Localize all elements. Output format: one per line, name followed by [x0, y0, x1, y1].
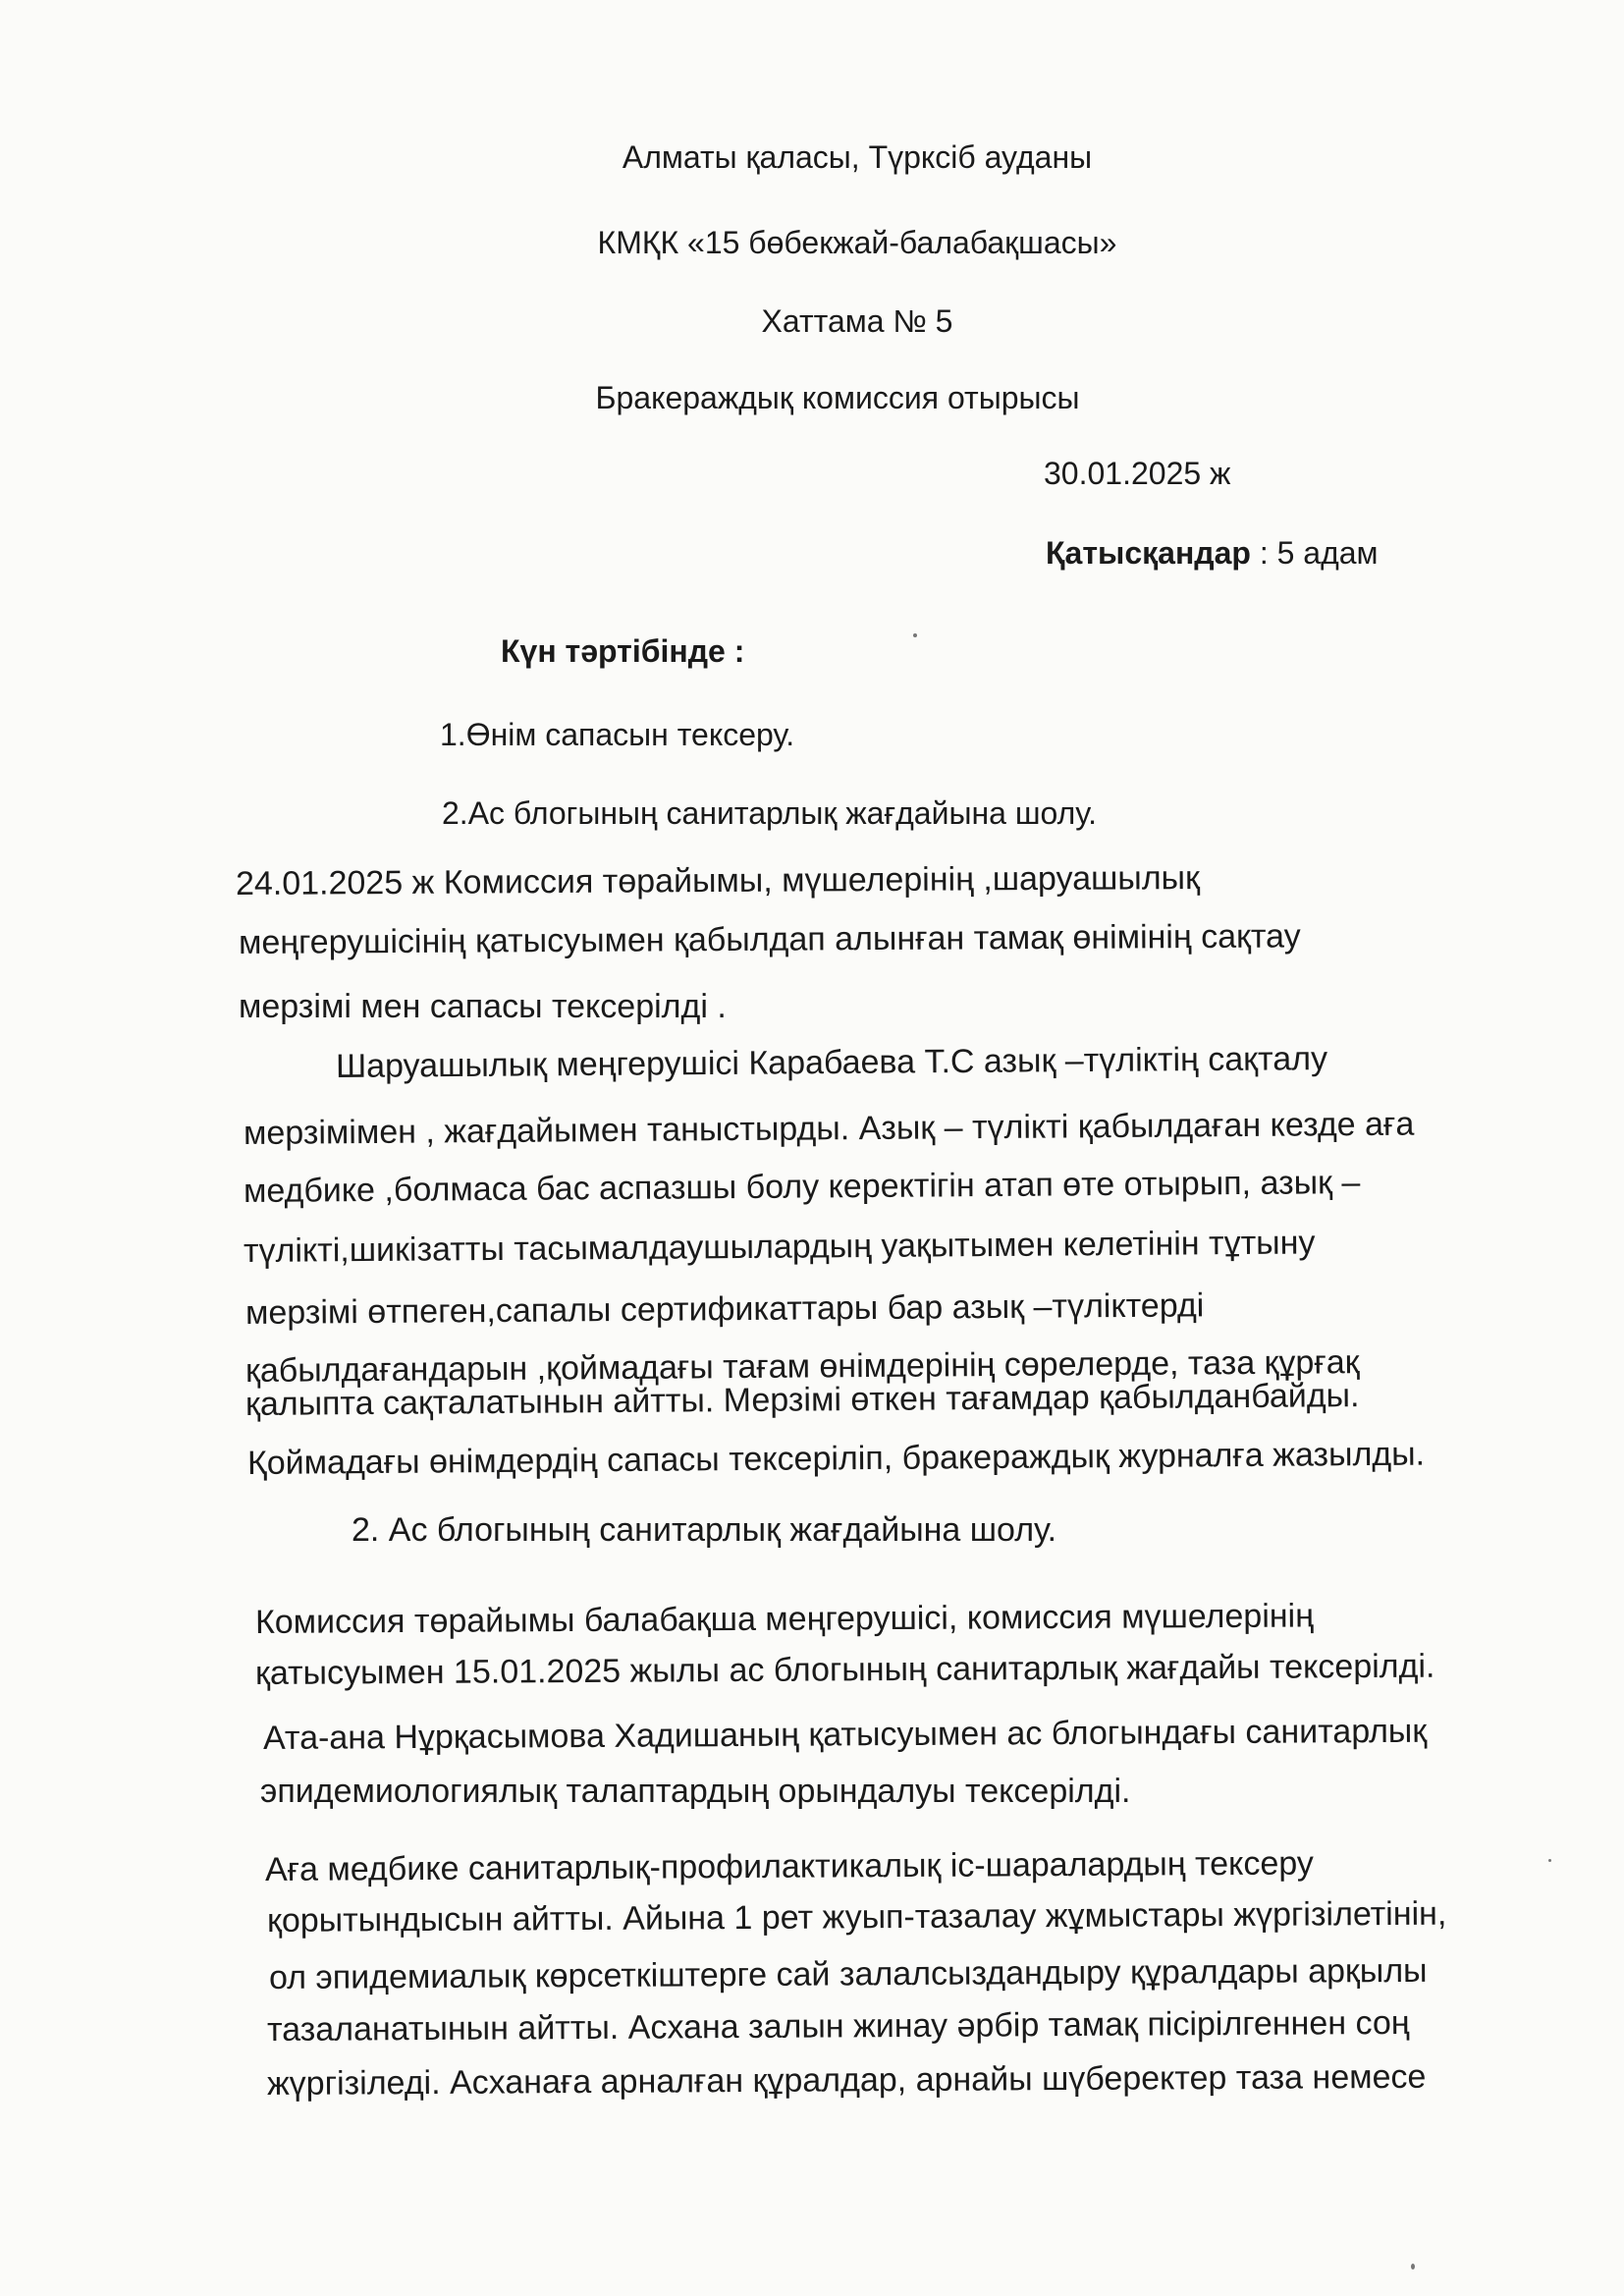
section-heading: 2. Ас блогының санитарлық жағдайына шолу. — [352, 1511, 1057, 1549]
paragraph-line: мерзімі мен сапасы тексерілді . — [239, 988, 727, 1025]
paragraph-line: Аға медбике санитарлық-профилактикалық іс-шаралардың тексеру — [264, 1844, 1314, 1888]
paragraph-line: меңгерушісінің қатысуымен қабылдап алынған тамақ өнімінің сақтау — [238, 917, 1301, 961]
paragraph-line: қалыпта сақталатынын айтты. Мерзімі өткен тағамдар қабылданбайды. — [244, 1377, 1360, 1423]
paragraph-line: тазаланатынын айтты. Асхана залын жинау әрбір тамақ пісірілгеннен соң — [266, 2003, 1410, 2049]
paragraph-line: медбике ,болмаса бас аспазшы болу керектігін атап өте отырып, азық – — [243, 1164, 1361, 1210]
paragraph-line: Ата-ана Нұрқасымова Хадишаның қатысуымен ас блогындағы санитарлық — [262, 1712, 1428, 1757]
paragraph-line: түлікті,шикізатты тасымалдаушылардың уақытымен келетінін тұтыну — [243, 1224, 1316, 1270]
agenda-item: 2.Ас блогының санитарлық жағдайына шолу. — [442, 795, 1097, 831]
paragraph-line: қатысуымен 15.01.2025 жылы ас блогының санитарлық жағдайы тексерілді. — [254, 1647, 1435, 1692]
institution-line: КМҚК «15 бөбекжай-балабақшасы» — [597, 225, 1117, 260]
agenda-title: Күн тәртібінде : — [501, 633, 745, 669]
paragraph-line: мерзімімен , жағдайымен таныстырды. Азық – түлікті қабылдаған кезде аға — [243, 1105, 1415, 1152]
agenda-item: 1.Өнім сапасын тексеру. — [440, 717, 795, 752]
scan-speck — [1411, 2264, 1415, 2269]
protocol-title: Хаттама № 5 — [761, 303, 953, 339]
scan-speck — [1548, 1859, 1551, 1862]
meeting-title: Бракераждық комиссия отырысы — [595, 380, 1080, 415]
participants-line — [1046, 533, 1379, 573]
paragraph-line: қабылдағандарын ,қоймадағы тағам өнімдерінің сөрелерде, таза құрғақ — [244, 1343, 1360, 1390]
paragraph-line: жүргізіледі. Асханаға арналған құралдар, арнайы шүберектер таза немесе — [266, 2057, 1427, 2103]
participants-value: : 5 адам — [1250, 535, 1379, 571]
scan-speck — [913, 633, 917, 637]
paragraph-line: мерзімі өтпеген,сапалы сертификаттары бар азық –түліктерді — [244, 1286, 1205, 1332]
paragraph-line: эпидемиологиялық талаптардың орындалуы тексерілді. — [260, 1773, 1131, 1810]
paragraph-line: Шаруашылық меңгерушісі Карабаева Т.С азық –түліктің сақталу — [335, 1040, 1328, 1085]
paragraph-line: қорытындысын айтты. Айына 1 рет жуып-тазалау жұмыстары жүргізілетінін, — [266, 1894, 1447, 1940]
paragraph-line: ол эпидемиалық көрсеткіштерге сай залалсыздандыру құралдары арқылы — [268, 1951, 1428, 1996]
paragraph-line: Комиссия төрайымы балабақша меңгерушісі, комиссия мүшелерінің — [254, 1597, 1315, 1641]
document-date: 30.01.2025 ж — [1044, 456, 1231, 491]
participants-label: Қатысқандар — [1046, 535, 1251, 571]
paragraph-line: Қоймадағы өнімдердің сапасы тексеріліп, бракераждық журналға жазылды. — [246, 1435, 1426, 1482]
city-line: Алматы қаласы, Түрксіб ауданы — [622, 139, 1093, 175]
paragraph-line: 24.01.2025 ж Комиссия төрайымы, мүшелерінің ,шаруашылық — [235, 859, 1201, 902]
